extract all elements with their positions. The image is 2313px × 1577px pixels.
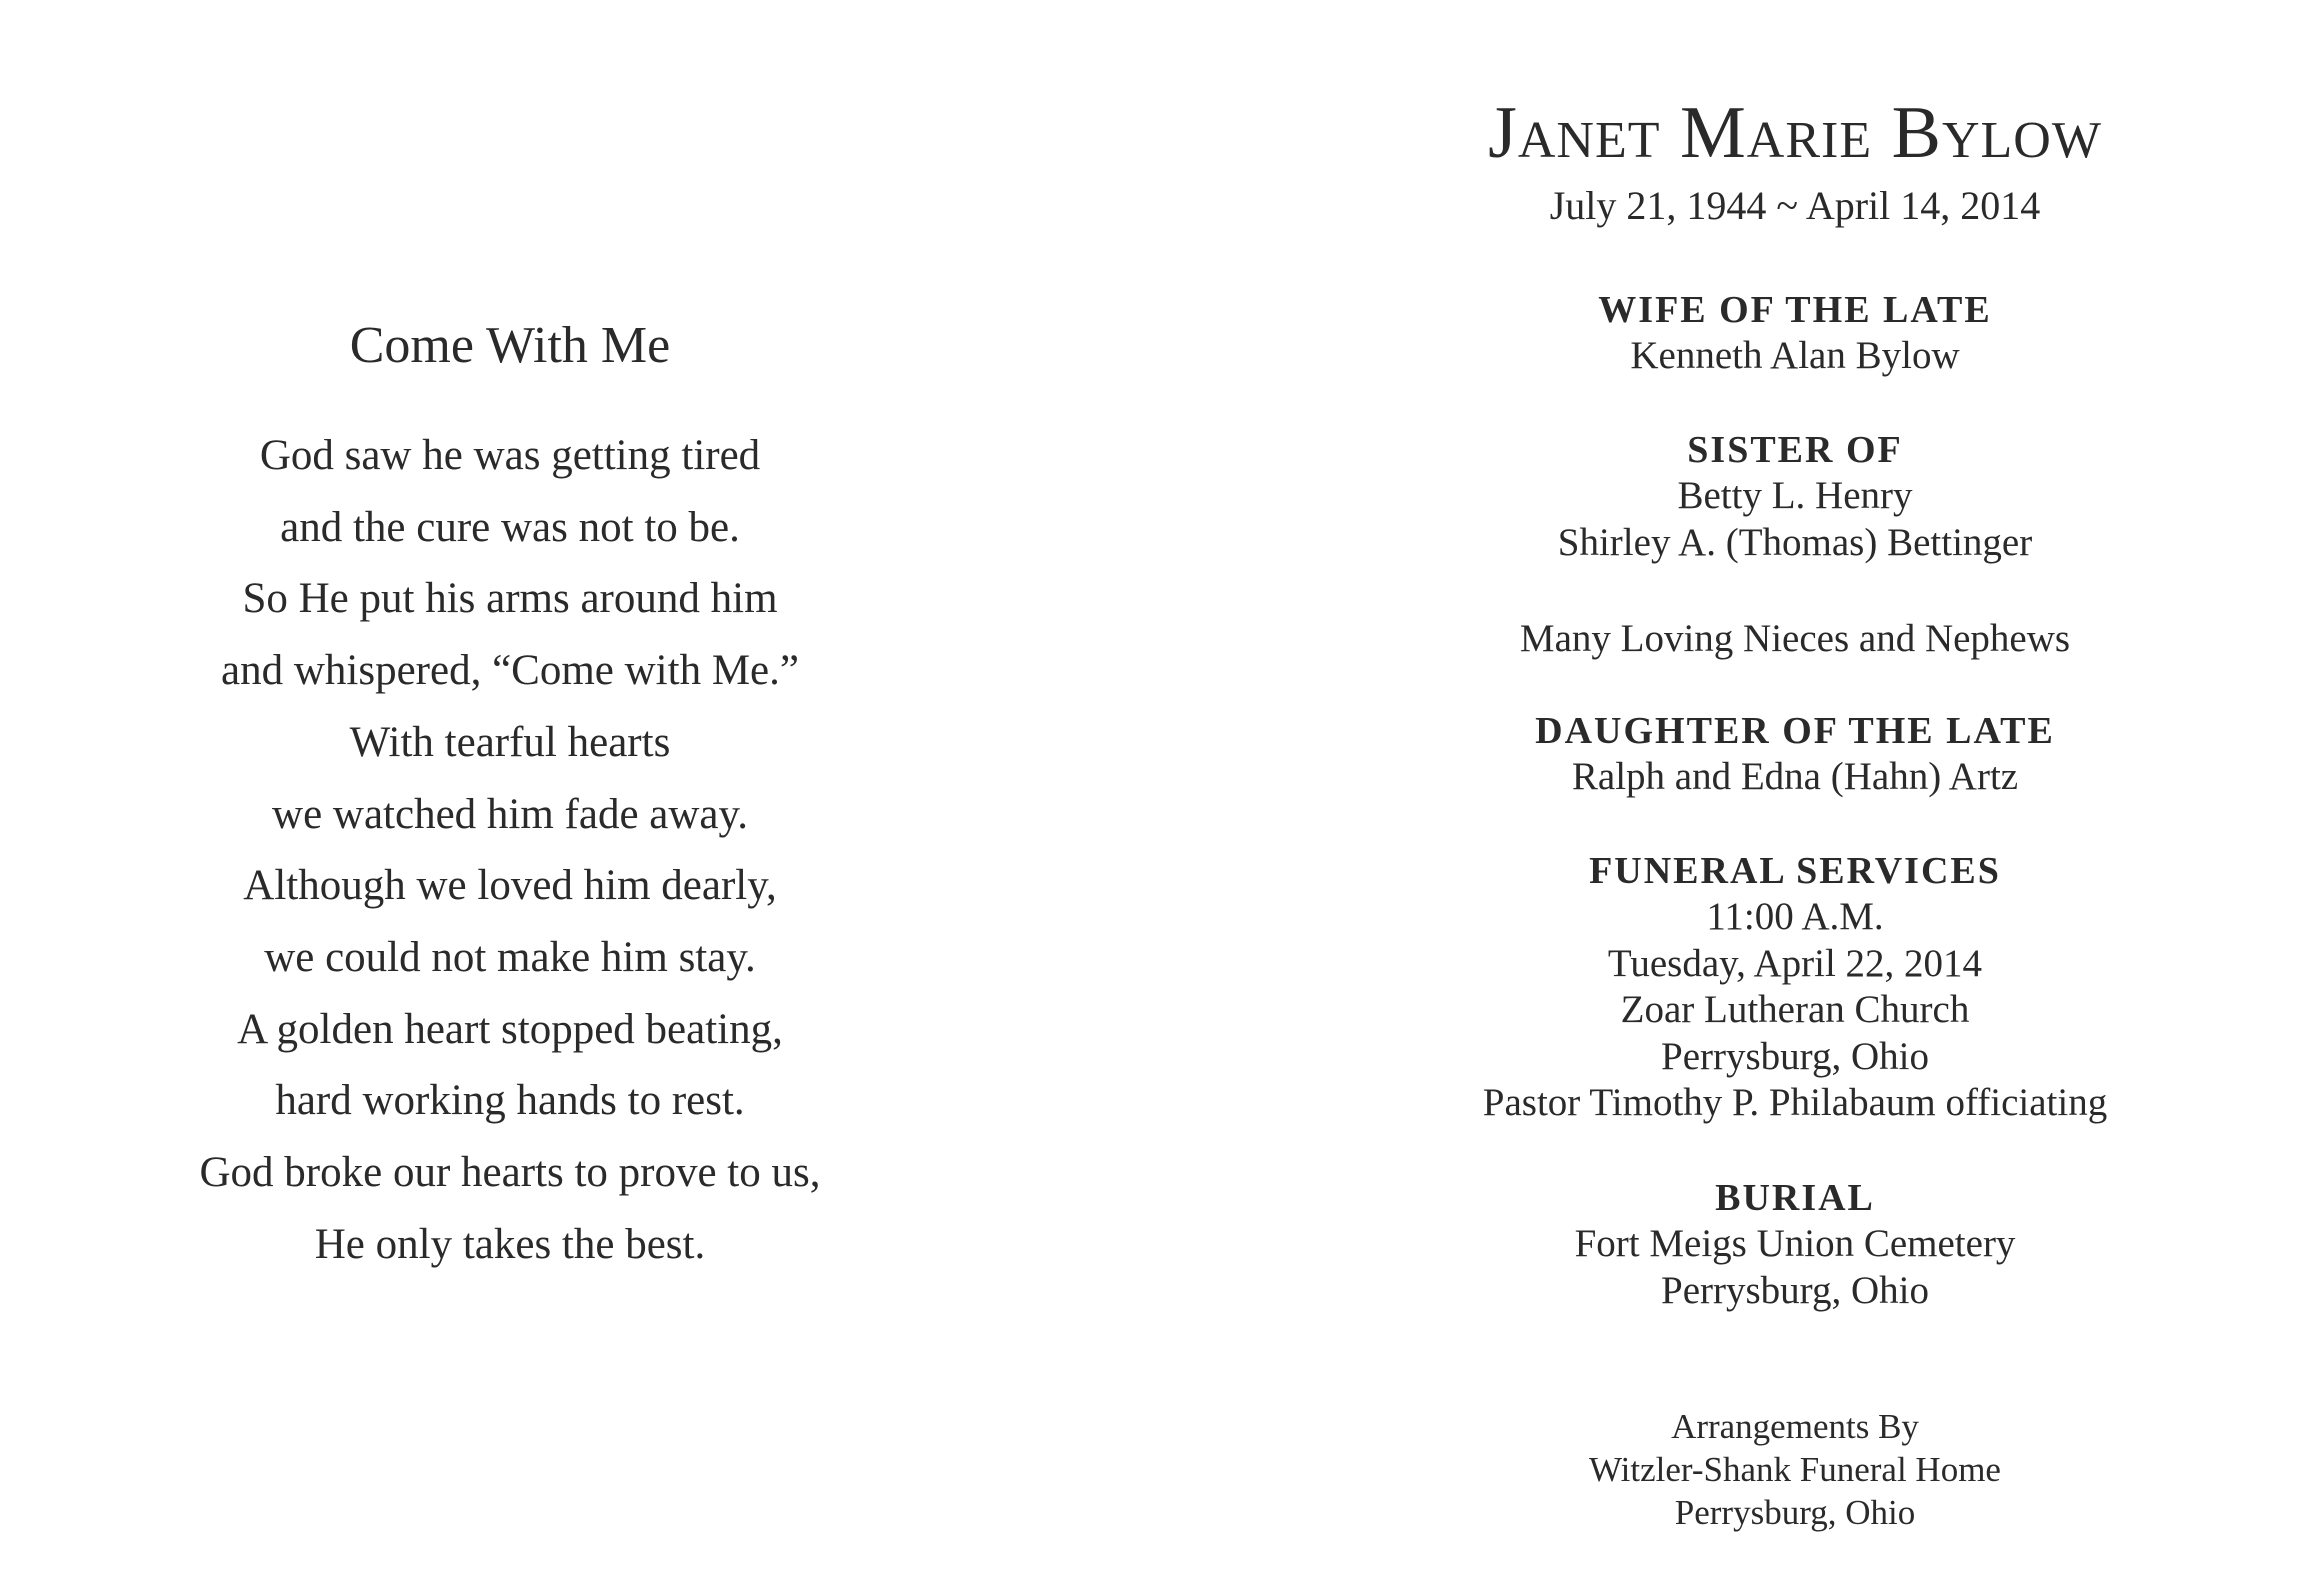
obituary-page (1380, 0, 2210, 1577)
poem-line: With tearful hearts (349, 718, 671, 766)
deceased-name: Janet Marie Bylow (1488, 92, 2102, 174)
funeral-church: Zoar Lutheran Church (1620, 988, 1970, 1031)
spouse-name: Kenneth Alan Bylow (1630, 334, 1960, 377)
parent-name: Ralph and Edna (Hahn) Artz (1571, 755, 2019, 798)
funeral-city: Perrysburg, Ohio (1661, 1034, 1929, 1078)
funeral-section (1380, 848, 2210, 1127)
poem-line: A golden heart stopped beating, (237, 1005, 783, 1053)
poem-line: hard working hands to rest. (275, 1077, 745, 1125)
poem-line: and whispered, “Come with Me.” (221, 647, 799, 695)
siblings-section (1380, 427, 2210, 566)
burial-cemetery: Fort Meigs Union Cemetery (1574, 1222, 2016, 1265)
poem-line: So He put his arms around him (242, 575, 778, 623)
nieces-nephews-line: Many Loving Nieces and Nephews (1519, 617, 2071, 660)
burial-heading: BURIAL (1715, 1177, 1875, 1219)
spouse-section (1380, 287, 2210, 380)
poem-line: He only takes the best. (314, 1220, 706, 1268)
poem-page (0, 0, 1020, 1577)
sibling-name: Betty L. Henry (1677, 474, 1913, 517)
funeral-officiant: Pastor Timothy P. Philabaum officiating (1482, 1081, 2108, 1124)
spouse-heading: WIFE OF THE LATE (1598, 289, 1992, 331)
funeral-time: 11:00 A.M. (1706, 895, 1884, 938)
funeral-details (1380, 894, 2210, 1127)
parents-section (1380, 708, 2210, 801)
poem-line: God saw he was getting tired (259, 432, 761, 479)
poem-line: we watched him fade away. (272, 790, 748, 838)
spouse-names (1380, 333, 2210, 380)
poem-line: Although we loved him dearly, (243, 862, 777, 910)
burial-section (1380, 1175, 2210, 1314)
poem-line: God broke our hearts to prove to us, (199, 1149, 821, 1197)
poem-body (0, 420, 1020, 1280)
sibling-name: Shirley A. (Thomas) Bettinger (1557, 520, 2033, 564)
siblings-heading: SISTER OF (1687, 429, 1903, 471)
life-dates: July 21, 1944 ~ April 14, 2014 (1549, 183, 2041, 228)
funeral-heading: FUNERAL SERVICES (1589, 850, 2001, 892)
funeral-home-name: Witzler-Shank Funeral Home (1589, 1450, 2001, 1489)
poem-title: Come With Me (349, 317, 671, 374)
burial-details (1380, 1221, 2210, 1314)
parents-heading: DAUGHTER OF THE LATE (1535, 710, 2055, 752)
poem-line: we could not make him stay. (264, 933, 756, 981)
poem-line: and the cure was not to be. (280, 503, 740, 551)
sibling-names (1380, 473, 2210, 566)
parent-names (1380, 754, 2210, 801)
arrangements-label: Arrangements By (1671, 1407, 1919, 1446)
arrangements-section (1380, 1405, 2210, 1534)
funeral-date: Tuesday, April 22, 2014 (1607, 941, 1983, 985)
burial-city: Perrysburg, Ohio (1661, 1268, 1929, 1312)
funeral-home-city: Perrysburg, Ohio (1674, 1493, 1916, 1532)
